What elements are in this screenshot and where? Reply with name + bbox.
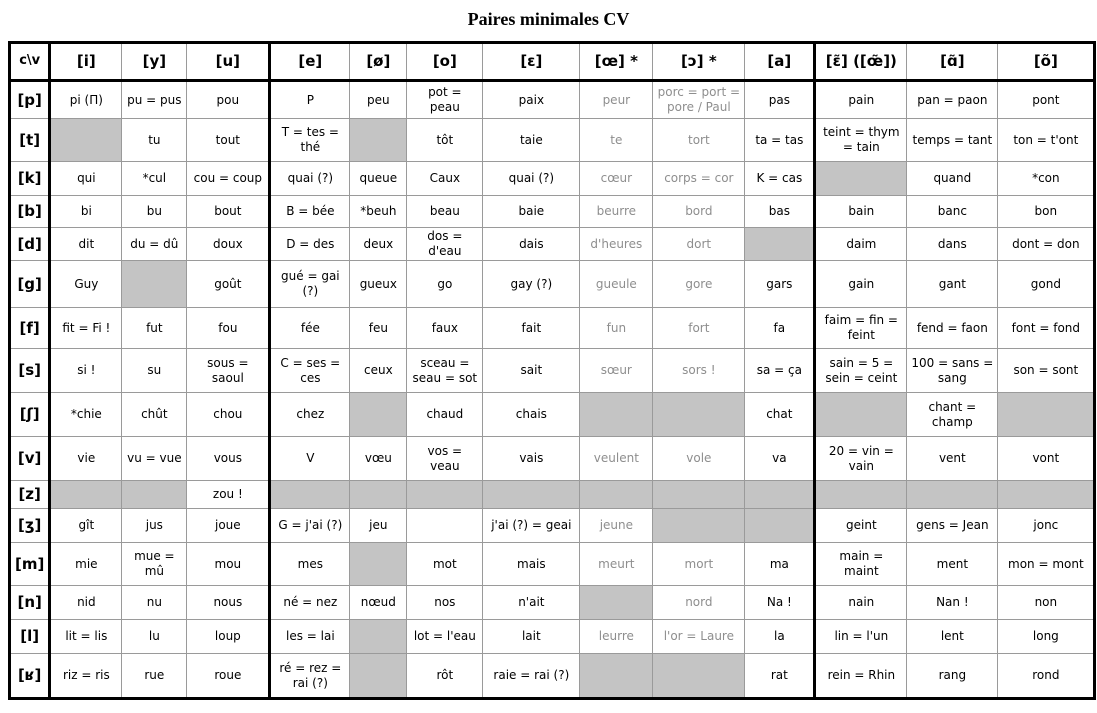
pair-cell: sait (483, 349, 580, 393)
pair-cell: gars (745, 261, 815, 308)
pair-cell: faux (407, 308, 483, 349)
row-header: [z] (10, 481, 50, 509)
pair-cell: teint = thym = tain (815, 119, 907, 162)
pair-cell: rue (122, 654, 187, 699)
pair-cell: ceux (350, 349, 407, 393)
pair-cell: goût (187, 261, 270, 308)
pair-cell: deux (350, 228, 407, 261)
pair-cell: gain (815, 261, 907, 308)
pair-cell: ta = tas (745, 119, 815, 162)
pair-cell: vu = vue (122, 437, 187, 481)
pair-cell: fit = Fi ! (50, 308, 122, 349)
table-row (10, 81, 1095, 119)
pair-cell: te (580, 119, 653, 162)
pair-cell: jeu (350, 509, 407, 543)
pair-cell: feu (350, 308, 407, 349)
pair-cell: mes (270, 543, 350, 586)
pair-cell: gond (998, 261, 1095, 308)
row-header: [g] (10, 261, 50, 308)
pair-cell: rein = Rhin (815, 654, 907, 699)
pair-cell (50, 481, 122, 509)
pair-cell: du = dû (122, 228, 187, 261)
table-body (10, 81, 1095, 699)
pair-cell: lent (907, 620, 998, 654)
pair-cell: tort (653, 119, 745, 162)
pair-cell: Na ! (745, 586, 815, 620)
pair-cell: sœur (580, 349, 653, 393)
column-header: [e] (270, 43, 350, 81)
pair-cell (122, 481, 187, 509)
pair-cell: nid (50, 586, 122, 620)
page-title: Paires minimales CV (467, 9, 630, 29)
pair-cell: beau (407, 196, 483, 228)
pair-cell: son = sont (998, 349, 1095, 393)
pair-cell: porc = port = pore / Paul (653, 81, 745, 119)
pair-cell: Guy (50, 261, 122, 308)
column-header: [a] (745, 43, 815, 81)
pair-cell: mais (483, 543, 580, 586)
pair-cell: Nan ! (907, 586, 998, 620)
pair-cell: gît (50, 509, 122, 543)
pair-cell: vont (998, 437, 1095, 481)
pair-cell: gore (653, 261, 745, 308)
corner-header: c\v (10, 43, 50, 81)
column-header: [ø] (350, 43, 407, 81)
pair-cell: baie (483, 196, 580, 228)
pair-cell: vos = veau (407, 437, 483, 481)
pair-cell: peur (580, 81, 653, 119)
pair-cell: D = des (270, 228, 350, 261)
pair-cell: tu (122, 119, 187, 162)
pair-cell: *beuh (350, 196, 407, 228)
pair-cell (50, 119, 122, 162)
pair-cell: daim (815, 228, 907, 261)
pair-cell: V (270, 437, 350, 481)
pair-cell (350, 393, 407, 437)
pair-cell: vais (483, 437, 580, 481)
pair-cell: pu = pus (122, 81, 187, 119)
pair-cell: ré = rez = rai (?) (270, 654, 350, 699)
pair-cell: la (745, 620, 815, 654)
pair-cell: dais (483, 228, 580, 261)
pair-cell: gant (907, 261, 998, 308)
pair-cell: sceau = seau = sot (407, 349, 483, 393)
pair-cell: 100 = sans = sang (907, 349, 998, 393)
pair-cell: fou (187, 308, 270, 349)
pair-cell: sain = 5 = sein = ceint (815, 349, 907, 393)
pair-cell (907, 481, 998, 509)
pair-cell: taie (483, 119, 580, 162)
pair-cell: l'or = Laure (653, 620, 745, 654)
table-row (10, 437, 1095, 481)
pair-cell: fut (122, 308, 187, 349)
pair-cell: non (998, 586, 1095, 620)
pair-cell: geint (815, 509, 907, 543)
column-header: [y] (122, 43, 187, 81)
pair-cell (580, 654, 653, 699)
pair-cell: pou (187, 81, 270, 119)
table-row (10, 196, 1095, 228)
pair-cell: fait (483, 308, 580, 349)
pair-cell: quai (?) (270, 162, 350, 196)
row-header: [s] (10, 349, 50, 393)
pair-cell: zou ! (187, 481, 270, 509)
pair-cell: corps = cor (653, 162, 745, 196)
row-header: [k] (10, 162, 50, 196)
pair-cell: mie (50, 543, 122, 586)
pair-cell: mot (407, 543, 483, 586)
pair-cell: gueule (580, 261, 653, 308)
pair-cell: ment (907, 543, 998, 586)
pair-cell: nos (407, 586, 483, 620)
pair-cell: cœur (580, 162, 653, 196)
pair-cell: bu (122, 196, 187, 228)
pair-cell: né = nez (270, 586, 350, 620)
table-row (10, 543, 1095, 586)
pair-cell: jonc (998, 509, 1095, 543)
pair-cell: fun (580, 308, 653, 349)
pair-cell: meurt (580, 543, 653, 586)
pair-cell: gay (?) (483, 261, 580, 308)
pair-cell: bas (745, 196, 815, 228)
pair-cell (350, 654, 407, 699)
pair-cell: *cul (122, 162, 187, 196)
pair-cell (350, 481, 407, 509)
pair-cell (653, 509, 745, 543)
pair-cell: lin = l'un (815, 620, 907, 654)
pair-cell: nous (187, 586, 270, 620)
pair-cell: lu (122, 620, 187, 654)
column-header: [o] (407, 43, 483, 81)
pair-cell: B = bée (270, 196, 350, 228)
pair-cell: banc (907, 196, 998, 228)
table-row (10, 654, 1095, 699)
pair-cell: mort (653, 543, 745, 586)
pair-cell: bord (653, 196, 745, 228)
pair-cell: sous = saoul (187, 349, 270, 393)
pair-cell: lait (483, 620, 580, 654)
pair-cell: rat (745, 654, 815, 699)
pair-cell: rôt (407, 654, 483, 699)
pair-cell: nain (815, 586, 907, 620)
column-header: [õ] (998, 43, 1095, 81)
pair-cell: paix (483, 81, 580, 119)
pair-cell: pain (815, 81, 907, 119)
pair-cell: doux (187, 228, 270, 261)
pair-cell (270, 481, 350, 509)
pair-cell: chez (270, 393, 350, 437)
pair-cell: K = cas (745, 162, 815, 196)
pair-cell: vole (653, 437, 745, 481)
pair-cell: G = j'ai (?) (270, 509, 350, 543)
pair-cell: riz = ris (50, 654, 122, 699)
pair-cell: gué = gai (?) (270, 261, 350, 308)
pair-cell: pot = peau (407, 81, 483, 119)
pair-cell: nord (653, 586, 745, 620)
pair-cell: veulent (580, 437, 653, 481)
pair-cell (122, 261, 187, 308)
pair-cell: vent (907, 437, 998, 481)
pair-cell: peu (350, 81, 407, 119)
pair-cell: fend = faon (907, 308, 998, 349)
pair-cell: Caux (407, 162, 483, 196)
pair-cell: sa = ça (745, 349, 815, 393)
pair-cell: pan = paon (907, 81, 998, 119)
pair-cell: jus (122, 509, 187, 543)
pair-cell: vie (50, 437, 122, 481)
pair-cell: pas (745, 81, 815, 119)
pair-cell: temps = tant (907, 119, 998, 162)
pair-cell: bout (187, 196, 270, 228)
pair-cell (745, 481, 815, 509)
pair-cell (580, 481, 653, 509)
pair-cell: rond (998, 654, 1095, 699)
pair-cell: sors ! (653, 349, 745, 393)
pair-cell: qui (50, 162, 122, 196)
pair-cell: ma (745, 543, 815, 586)
pair-cell: les = lai (270, 620, 350, 654)
pair-cell: vous (187, 437, 270, 481)
pair-cell: *con (998, 162, 1095, 196)
row-header: [ʒ] (10, 509, 50, 543)
column-header: [ɔ] * (653, 43, 745, 81)
pair-cell: chou (187, 393, 270, 437)
pair-cell: gueux (350, 261, 407, 308)
pair-cell: bain (815, 196, 907, 228)
pair-cell: dos = d'eau (407, 228, 483, 261)
header-row (10, 43, 1095, 81)
pair-cell (350, 620, 407, 654)
pair-cell: pont (998, 81, 1095, 119)
pair-cell: pi (Π) (50, 81, 122, 119)
pair-cell: 20 = vin = vain (815, 437, 907, 481)
pair-cell: leurre (580, 620, 653, 654)
table-row (10, 481, 1095, 509)
pair-cell: beurre (580, 196, 653, 228)
pair-cell: fort (653, 308, 745, 349)
minimal-pairs-table (8, 41, 1096, 700)
row-header: [p] (10, 81, 50, 119)
pair-cell: rang (907, 654, 998, 699)
pair-cell (580, 586, 653, 620)
pair-cell: long (998, 620, 1095, 654)
column-header: [i] (50, 43, 122, 81)
pair-cell: va (745, 437, 815, 481)
pair-cell (653, 654, 745, 699)
column-header: [ɛ̃] ([œ̃]) (815, 43, 907, 81)
table-row (10, 119, 1095, 162)
pair-cell: faim = fin = feint (815, 308, 907, 349)
pair-cell (745, 509, 815, 543)
pair-cell: fa (745, 308, 815, 349)
row-header: [v] (10, 437, 50, 481)
pair-cell (998, 481, 1095, 509)
pair-cell: dit (50, 228, 122, 261)
pair-cell: d'heures (580, 228, 653, 261)
pair-cell (998, 393, 1095, 437)
pair-cell: mue = mû (122, 543, 187, 586)
pair-cell: si ! (50, 349, 122, 393)
pair-cell: chat (745, 393, 815, 437)
column-header: [u] (187, 43, 270, 81)
pair-cell: quai (?) (483, 162, 580, 196)
pair-cell (815, 393, 907, 437)
pair-cell (815, 162, 907, 196)
pair-cell: mou (187, 543, 270, 586)
pair-cell: lit = lis (50, 620, 122, 654)
pair-cell: bon (998, 196, 1095, 228)
pair-cell (653, 393, 745, 437)
pair-cell: chût (122, 393, 187, 437)
table-row (10, 308, 1095, 349)
pair-cell: nœud (350, 586, 407, 620)
table-row (10, 620, 1095, 654)
pair-cell (407, 481, 483, 509)
pair-cell (350, 543, 407, 586)
pair-cell (745, 228, 815, 261)
pair-cell: j'ai (?) = geai (483, 509, 580, 543)
pair-cell: cou = coup (187, 162, 270, 196)
table-row (10, 162, 1095, 196)
pair-cell: dans (907, 228, 998, 261)
pair-cell: tôt (407, 119, 483, 162)
column-header: [ɑ̃] (907, 43, 998, 81)
pair-cell: ton = t'ont (998, 119, 1095, 162)
pair-cell: C = ses = ces (270, 349, 350, 393)
pair-cell: joue (187, 509, 270, 543)
pair-cell: go (407, 261, 483, 308)
pair-cell: vœu (350, 437, 407, 481)
pair-cell: lot = l'eau (407, 620, 483, 654)
pair-cell: T = tes = thé (270, 119, 350, 162)
row-header: [ʃ] (10, 393, 50, 437)
pair-cell (815, 481, 907, 509)
pair-cell: chais (483, 393, 580, 437)
pair-cell: main = maint (815, 543, 907, 586)
column-header: [ɛ] (483, 43, 580, 81)
row-header: [t] (10, 119, 50, 162)
row-header: [f] (10, 308, 50, 349)
pair-cell: nu (122, 586, 187, 620)
pair-cell: roue (187, 654, 270, 699)
pair-cell: P (270, 81, 350, 119)
pair-cell: gens = Jean (907, 509, 998, 543)
pair-cell (407, 509, 483, 543)
pair-cell: dort (653, 228, 745, 261)
column-header: [œ] * (580, 43, 653, 81)
pair-cell: raie = rai (?) (483, 654, 580, 699)
pair-cell: quand (907, 162, 998, 196)
row-header: [l] (10, 620, 50, 654)
row-header: [ʁ] (10, 654, 50, 699)
pair-cell (653, 481, 745, 509)
pair-cell: mon = mont (998, 543, 1095, 586)
row-header: [m] (10, 543, 50, 586)
pair-cell (350, 119, 407, 162)
table-row (10, 509, 1095, 543)
pair-cell: chaud (407, 393, 483, 437)
row-header: [b] (10, 196, 50, 228)
table-row (10, 586, 1095, 620)
pair-cell (580, 393, 653, 437)
pair-cell: bi (50, 196, 122, 228)
pair-cell: jeune (580, 509, 653, 543)
row-header: [d] (10, 228, 50, 261)
pair-cell: queue (350, 162, 407, 196)
table-row (10, 228, 1095, 261)
table-row (10, 349, 1095, 393)
row-header: [n] (10, 586, 50, 620)
table-row (10, 261, 1095, 308)
pair-cell: fée (270, 308, 350, 349)
pair-cell: font = fond (998, 308, 1095, 349)
pair-cell: chant = champ (907, 393, 998, 437)
pair-cell: n'ait (483, 586, 580, 620)
pair-cell (483, 481, 580, 509)
pair-cell: *chie (50, 393, 122, 437)
pair-cell: dont = don (998, 228, 1095, 261)
pair-cell: loup (187, 620, 270, 654)
pair-cell: su (122, 349, 187, 393)
pair-cell: tout (187, 119, 270, 162)
table-row (10, 393, 1095, 437)
